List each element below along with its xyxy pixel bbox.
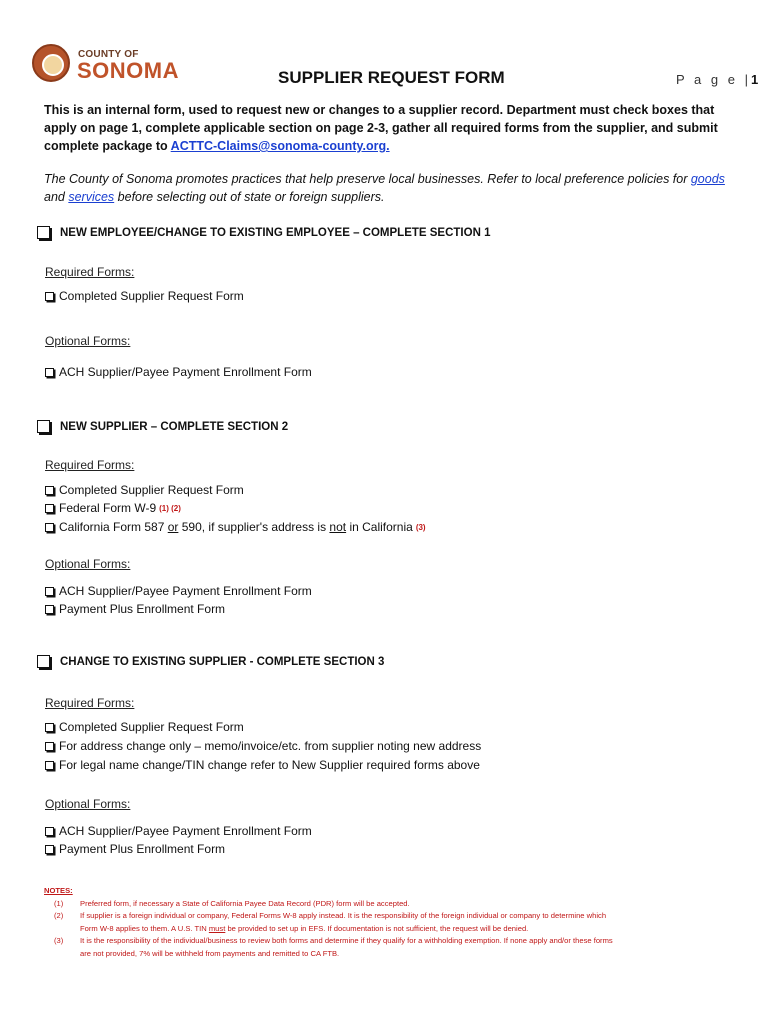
claims-email-link[interactable]: ACTTC-Claims@sonoma-county.org. — [170, 139, 390, 153]
policy-text-after: before selecting out of state or foreign suppliers. — [114, 190, 385, 204]
section-1-heading — [37, 226, 490, 239]
checkbox-icon[interactable] — [45, 504, 54, 513]
section-3-checkbox[interactable] — [37, 655, 50, 668]
item-label: Completed Supplier Request Form — [59, 483, 244, 497]
note-text: Preferred form, if necessary a State of California Payee Data Record (PDR) form will be accepted. — [80, 898, 410, 908]
checkbox-icon[interactable] — [45, 605, 54, 614]
s3-optional-item[interactable] — [45, 822, 312, 840]
checkbox-icon[interactable] — [45, 486, 54, 495]
note-number: (3) — [54, 936, 64, 945]
page-label: P a g e | — [676, 72, 751, 87]
logo-name-text: SONOMA — [77, 58, 179, 83]
s2-required-item[interactable] — [45, 499, 181, 517]
checkbox-icon[interactable] — [45, 292, 54, 301]
county-seal-icon — [32, 44, 70, 82]
checkbox-icon[interactable] — [45, 587, 54, 596]
item-label: Payment Plus Enrollment Form — [59, 602, 226, 616]
item-label: For legal name change/TIN change refer to New Supplier required forms above — [59, 758, 480, 772]
section-2-heading-text: NEW SUPPLIER – COMPLETE SECTION 2 — [60, 420, 289, 433]
s3-required-item[interactable] — [45, 718, 244, 736]
note-text-b: be provided to set up in EFS. If documentation is not sufficient, the request will be denied. — [225, 923, 529, 933]
policy-text-and: and — [44, 190, 69, 204]
note-number: (1) — [54, 898, 64, 908]
s2-optional-item[interactable] — [45, 600, 225, 618]
checkbox-icon[interactable] — [45, 761, 54, 770]
item-label: California Form 587 — [59, 520, 168, 534]
logo-county-text: COUNTY OF — [78, 49, 139, 60]
note-1 — [44, 898, 624, 911]
note-text-must: must — [208, 923, 226, 933]
s2-required-item[interactable] — [45, 518, 426, 536]
item-label: ACH Supplier/Payee Payment Enrollment Form — [59, 824, 312, 838]
checkbox-icon[interactable] — [45, 368, 54, 377]
goods-link[interactable]: goods — [690, 172, 725, 186]
s3-required-label: Required Forms: — [45, 696, 135, 710]
form-title: SUPPLIER REQUEST FORM — [278, 68, 505, 87]
s3-optional-label: Optional Forms: — [45, 797, 131, 811]
intro-text: This is an internal form, used to request new or changes to a supplier record. Department must check boxes that apply on page 1, complete applicable section on page 2-3, gather all required forms from the supplier, and submit complete package to — [44, 103, 718, 153]
policy-text: The County of Sonoma promotes practices that help preserve local businesses. Refer to local preference policies for — [44, 172, 691, 186]
s2-required-item[interactable] — [45, 481, 244, 499]
s1-optional-label: Optional Forms: — [45, 334, 131, 348]
item-label: ACH Supplier/Payee Payment Enrollment Form — [59, 584, 312, 598]
s3-optional-item[interactable] — [45, 840, 225, 858]
s2-required-label: Required Forms: — [45, 458, 135, 472]
note-text — [80, 910, 624, 935]
s1-required-label: Required Forms: — [45, 265, 135, 279]
section-3-heading-text: CHANGE TO EXISTING SUPPLIER - COMPLETE SECTION 3 — [60, 655, 385, 668]
s1-optional-item[interactable] — [45, 363, 312, 381]
s2-optional-item[interactable] — [45, 582, 312, 600]
note-2 — [44, 910, 624, 935]
note-text: It is the responsibility of the individual/business to review both forms and determine if they qualify for a withholding exemption. If none apply and/or these forms are not provided, 7% will be withheld from payments and remitted to CA FTB. — [80, 936, 613, 958]
intro-paragraph — [44, 101, 734, 155]
s2-optional-label: Optional Forms: — [45, 557, 131, 571]
item-label: Payment Plus Enrollment Form — [59, 842, 226, 856]
item-label-or: or — [167, 520, 179, 534]
section-1-checkbox[interactable] — [37, 226, 50, 239]
checkbox-icon[interactable] — [45, 742, 54, 751]
notes-title: NOTES: — [44, 886, 73, 895]
item-label-c: in California — [346, 520, 413, 534]
policy-paragraph — [44, 170, 734, 206]
page-number — [676, 72, 758, 87]
item-label: Completed Supplier Request Form — [59, 720, 244, 734]
note-reference: (3) — [415, 522, 426, 532]
item-label: Federal Form W-9 — [59, 501, 157, 515]
section-3-heading — [37, 655, 384, 668]
checkbox-icon[interactable] — [45, 827, 54, 836]
checkbox-icon[interactable] — [45, 523, 54, 532]
page-number-value: 1 — [750, 72, 759, 87]
note-number: (2) — [54, 911, 64, 920]
note-reference: (1) (2) — [159, 503, 181, 513]
note-text-a: If supplier is a foreign individual or company, Federal Forms W-8 apply instead. It is the responsibility of the foreign individual or company to determine which Form W-8 applies to them. A U.S. TIN — [80, 911, 607, 933]
section-1-heading-text: NEW EMPLOYEE/CHANGE TO EXISTING EMPLOYEE – COMPLETE SECTION 1 — [60, 226, 491, 239]
checkbox-icon[interactable] — [45, 845, 54, 854]
item-label-not: not — [329, 520, 347, 534]
item-label: Completed Supplier Request Form — [59, 289, 244, 303]
section-2-heading — [37, 420, 288, 433]
item-label-b: 590, if supplier's address is — [178, 520, 330, 534]
checkbox-icon[interactable] — [45, 723, 54, 732]
note-3 — [44, 935, 624, 960]
s3-required-item[interactable] — [45, 737, 481, 755]
item-label: ACH Supplier/Payee Payment Enrollment Form — [59, 365, 312, 379]
county-logo — [32, 44, 182, 86]
s3-required-item[interactable] — [45, 756, 480, 774]
services-link[interactable]: services — [68, 190, 115, 204]
notes-block — [44, 885, 624, 960]
section-2-checkbox[interactable] — [37, 420, 50, 433]
item-label: For address change only – memo/invoice/etc. from supplier noting new address — [59, 739, 482, 753]
s1-required-item[interactable] — [45, 287, 244, 305]
